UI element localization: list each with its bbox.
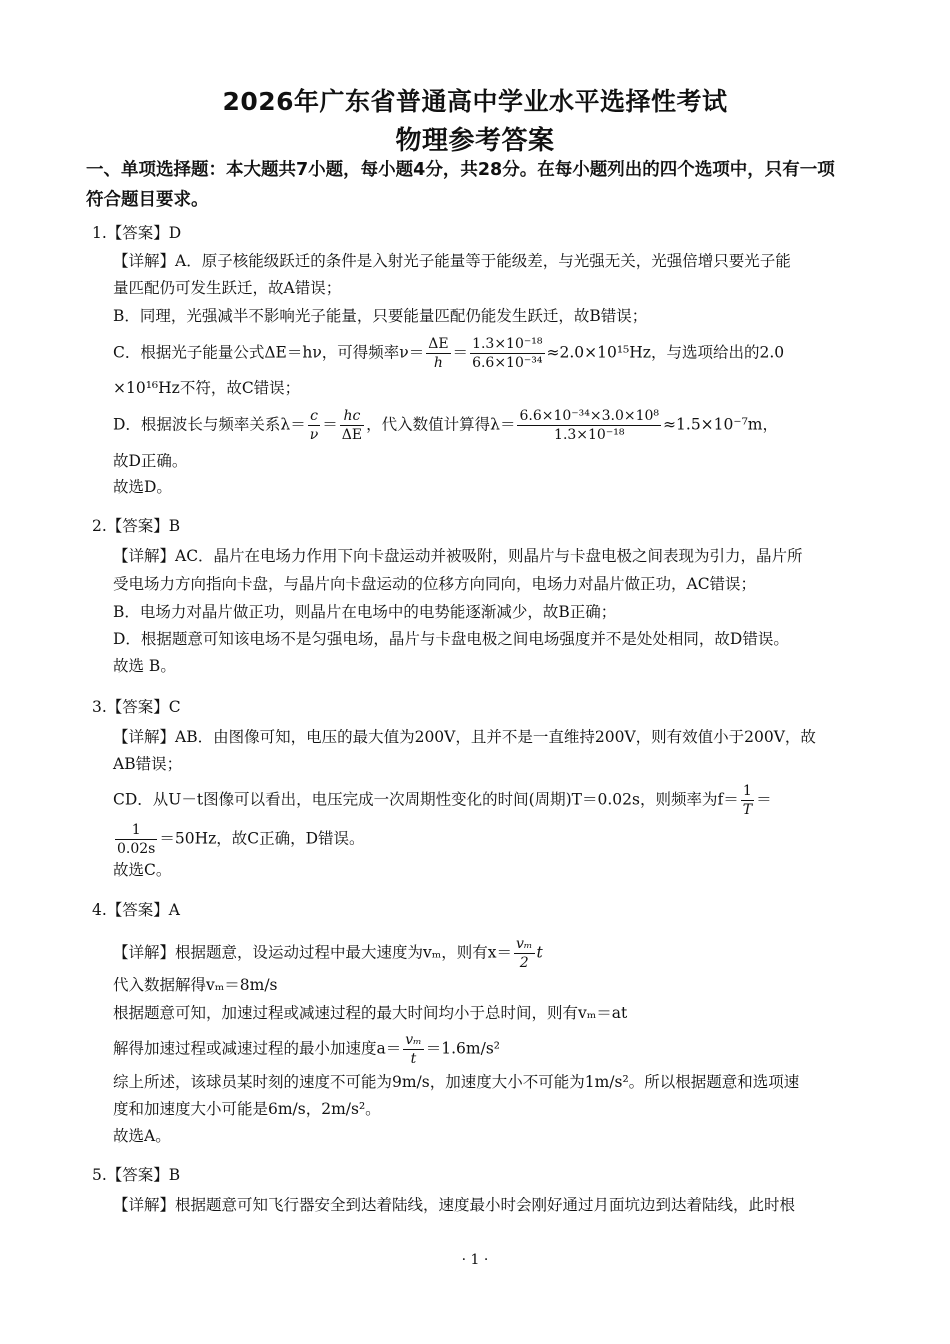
q4-line-4-text-b: ＝1.6m/s² <box>425 1039 500 1058</box>
q3-line-4 <box>113 822 365 857</box>
q4-fraction-2-numerator: vₘ <box>405 1032 422 1048</box>
q3-fraction-1 <box>741 783 754 818</box>
q3-line-3-text-a: CD．从U－t图像可以看出，电压完成一次周期性变化的时间(周期)T＝0.02s，则频率为f＝ <box>113 790 739 809</box>
page-number: · 1 · <box>461 1252 489 1268</box>
q1-fraction-2 <box>470 336 544 371</box>
q1-line-7: 故D正确。 <box>113 452 188 470</box>
q1-line-2: 量匹配仍可发生跃迁，故A错误； <box>113 279 342 297</box>
q3-line-2: AB错误； <box>113 755 183 773</box>
q4-line-4 <box>113 1032 500 1067</box>
q1-equals-sign: ＝ <box>452 343 469 362</box>
page-title: 2026年广东省普通高中学业水平选择性考试 <box>222 87 728 116</box>
q5-line-1: 【详解】根据题意可知飞行器安全到达着陆线，速度最小时会刚好通过月面坑边到达着陆线，此时根 <box>113 1196 796 1214</box>
q3-line-1: 【详解】AB．由图像可知，电压的最大值为200V，且并不是一直维持200V，则有效值小于200V，故 <box>113 728 816 746</box>
q4-line-2: 代入数据解得vₘ＝8m/s <box>113 976 278 994</box>
q1-line-6 <box>113 408 778 443</box>
q1-fraction-5-numerator: 6.6×10⁻³⁴×3.0×10⁸ <box>519 408 660 424</box>
q2-line-3: B．电场力对晶片做正功，则晶片在电场中的电势能逐渐减少，故B正确； <box>113 603 617 621</box>
q1-line-5: ×10¹⁶Hz不符，故C错误； <box>113 379 301 397</box>
q3-fraction-2 <box>115 822 157 857</box>
q1-line-4-text-a: C．根据光子能量公式ΔE＝hν，可得频率ν＝ <box>113 343 425 362</box>
q5-answer: 5.【答案】B <box>92 1166 181 1184</box>
q1-answer: 1.【答案】D <box>92 224 182 242</box>
q2-line-1: 【详解】AC．晶片在电场力作用下向卡盘运动并被吸附，则晶片与卡盘电极之间表现为引力，晶片所 <box>113 547 803 565</box>
q2-line-4: D．根据题意可知该电场不是匀强电场，晶片与卡盘电极之间电场强度并不是处处相同，故D错误。 <box>113 630 789 648</box>
q3-line-4-text: ＝50Hz，故C正确，D错误。 <box>159 829 365 848</box>
q4-line-3: 根据题意可知，加速过程或减速过程的最大时间均小于总时间，则有vₘ＝at <box>113 1004 628 1022</box>
q4-fraction-1-numerator: vₘ <box>516 936 533 952</box>
q1-line-6-text-c: ≈1.5×10⁻⁷m， <box>663 415 778 434</box>
q1-fraction-4-denominator: ΔE <box>341 427 363 443</box>
q4-fraction-2 <box>403 1032 424 1067</box>
q1-fraction-3-denominator: ν <box>309 427 319 443</box>
q1-line-8: 故选D。 <box>113 478 172 496</box>
q1-fraction-1-denominator: h <box>433 355 443 371</box>
q4-fraction-1 <box>514 936 535 971</box>
q3-answer: 3.【答案】C <box>92 698 181 716</box>
q3-fraction-1-numerator: 1 <box>741 783 754 801</box>
q4-fraction-1-denominator: 2 <box>519 955 529 971</box>
q1-line-6-text-a: D．根据波长与频率关系λ＝ <box>113 415 306 434</box>
section-heading-line-2: 符合题目要求。 <box>86 190 209 210</box>
q2-line-5: 故选 B。 <box>113 657 176 675</box>
q4-line-1-text-a: 【详解】根据题意，设运动过程中最大速度为vₘ，则有x＝ <box>113 943 513 962</box>
q1-fraction-4-numerator: hc <box>340 408 364 426</box>
q1-fraction-3 <box>308 408 321 443</box>
q3-line-5: 故选C。 <box>113 861 172 879</box>
q3-fraction-2-numerator: 1 <box>115 822 157 840</box>
q3-fraction-1-denominator: T <box>742 802 753 818</box>
section-heading <box>86 155 872 215</box>
q4-line-6: 度和加速度大小可能是6m/s，2m/s²。 <box>113 1100 381 1118</box>
q1-fraction-5-denominator: 1.3×10⁻¹⁸ <box>554 427 625 443</box>
q4-line-7: 故选A。 <box>113 1127 171 1145</box>
q4-answer: 4.【答案】A <box>92 901 180 919</box>
q4-fraction-2-denominator: t <box>410 1051 417 1067</box>
q1-fraction-5 <box>517 408 661 443</box>
q1-fraction-2-denominator: 6.6×10⁻³⁴ <box>472 355 543 371</box>
q3-fraction-2-denominator: 0.02s <box>117 841 156 857</box>
q1-equals-sign-2: ＝ <box>322 415 338 434</box>
q1-line-4 <box>113 336 784 371</box>
q1-fraction-4 <box>340 408 364 443</box>
q1-line-1: 【详解】A．原子核能级跃迁的条件是入射光子能量等于能级差，与光强无关，光强倍增只要光子能 <box>113 252 791 270</box>
q1-fraction-1 <box>426 336 450 371</box>
q2-answer: 2.【答案】B <box>92 517 181 535</box>
q1-line-4-text-b: ≈2.0×10¹⁵Hz，与选项给出的2.0 <box>546 343 785 362</box>
q4-line-4-text-a: 解得加速过程或减速过程的最小加速度a＝ <box>113 1039 402 1058</box>
q4-line-1-text-b: t <box>536 943 543 962</box>
q4-line-5: 综上所述，该球员某时刻的速度不可能为9m/s，加速度大小不可能为1m/s²。所以根据题意和选项速 <box>113 1073 800 1091</box>
q4-line-1 <box>113 936 543 971</box>
q1-fraction-2-numerator: 1.3×10⁻¹⁸ <box>472 336 543 352</box>
page-subtitle: 物理参考答案 <box>395 126 555 156</box>
q1-fraction-3-numerator: c <box>308 408 321 426</box>
q1-fraction-1-numerator: ΔE <box>428 336 449 352</box>
section-heading-line-1: 一、单项选择题：本大题共7小题，每小题4分，共28分。在每小题列出的四个选项中，只有一项 <box>86 160 835 180</box>
q2-line-2: 受电场力方向指向卡盘，与晶片向卡盘运动的位移方向同向，电场力对晶片做正功，AC错误； <box>113 575 757 593</box>
q3-line-3 <box>113 783 772 818</box>
q1-line-3: B．同理，光强减半不影响光子能量，只要能量匹配仍能发生跃迁，故B错误； <box>113 307 648 325</box>
q1-line-6-text-b: ，代入数值计算得λ＝ <box>366 415 516 434</box>
q3-line-3-text-b: ＝ <box>756 790 772 809</box>
